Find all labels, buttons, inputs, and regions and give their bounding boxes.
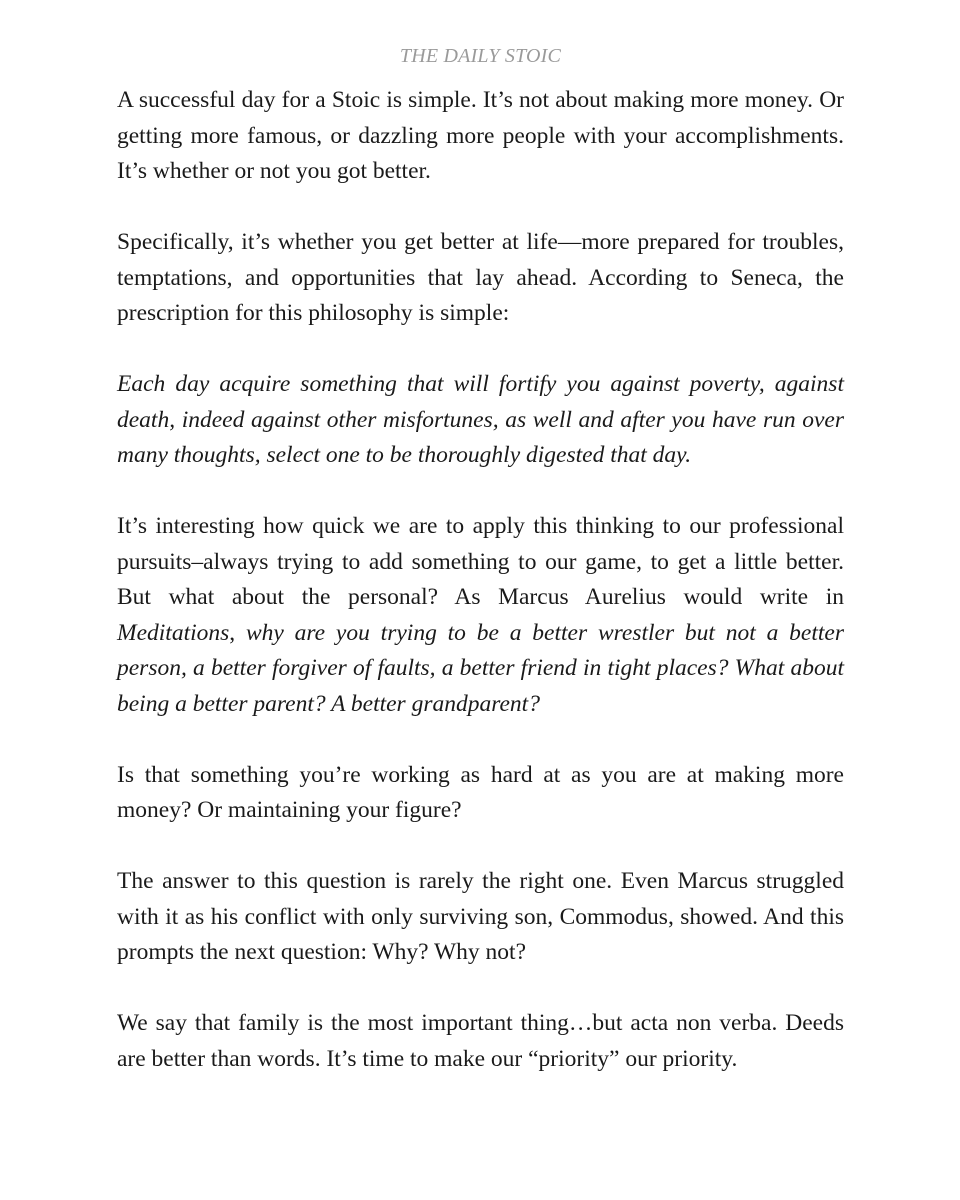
body-text [117,83,844,1113]
marcus-quote: why are you trying to be a better wrestler but not a better person, a better forgiver of faults, a better friend in tight places? What about being a better parent? A better grandparent? [117,619,844,717]
paragraph-2: Specifically, it’s whether you get better at life—more prepared for troubles, temptations, and opportunities that lay ahead. According to Seneca, the prescription for this philosophy is simple: [117,229,844,326]
book-title: Meditations [117,619,230,646]
paragraph-4-separator: , [229,619,246,646]
seneca-quote: Each day acquire something that will fortify you against poverty, against death, indeed against other misfortunes, as well and after you have run over many thoughts, select one to be thoroughly digested that day. [117,371,844,468]
paragraph-1: A successful day for a Stoic is simple. It’s not about making more money. Or getting more famous, or dazzling more people with your accomplishments. It’s whether or not you got better. [117,87,844,184]
paragraph-7: We say that family is the most important thing…but acta non verba. Deeds are better than words. It’s time to make our “priority” our priority. [117,1010,844,1072]
paragraph-4-lead: It’s interesting how quick we are to apply this thinking to our professional pursuits–always trying to add something to our game, to get a little better. But what about the personal? As Marcus Aurelius would write in [117,513,844,610]
paragraph-4 [117,509,844,722]
paragraph-6: The answer to this question is rarely the right one. Even Marcus struggled with it as his conflict with only surviving son, Commodus, showed. And this prompts the next question: Why? Why not? [117,868,844,965]
running-header: THE DAILY STOIC [399,45,562,67]
paragraph-5: Is that something you’re working as hard at as you are at making more money? Or maintaining your figure? [117,761,844,823]
